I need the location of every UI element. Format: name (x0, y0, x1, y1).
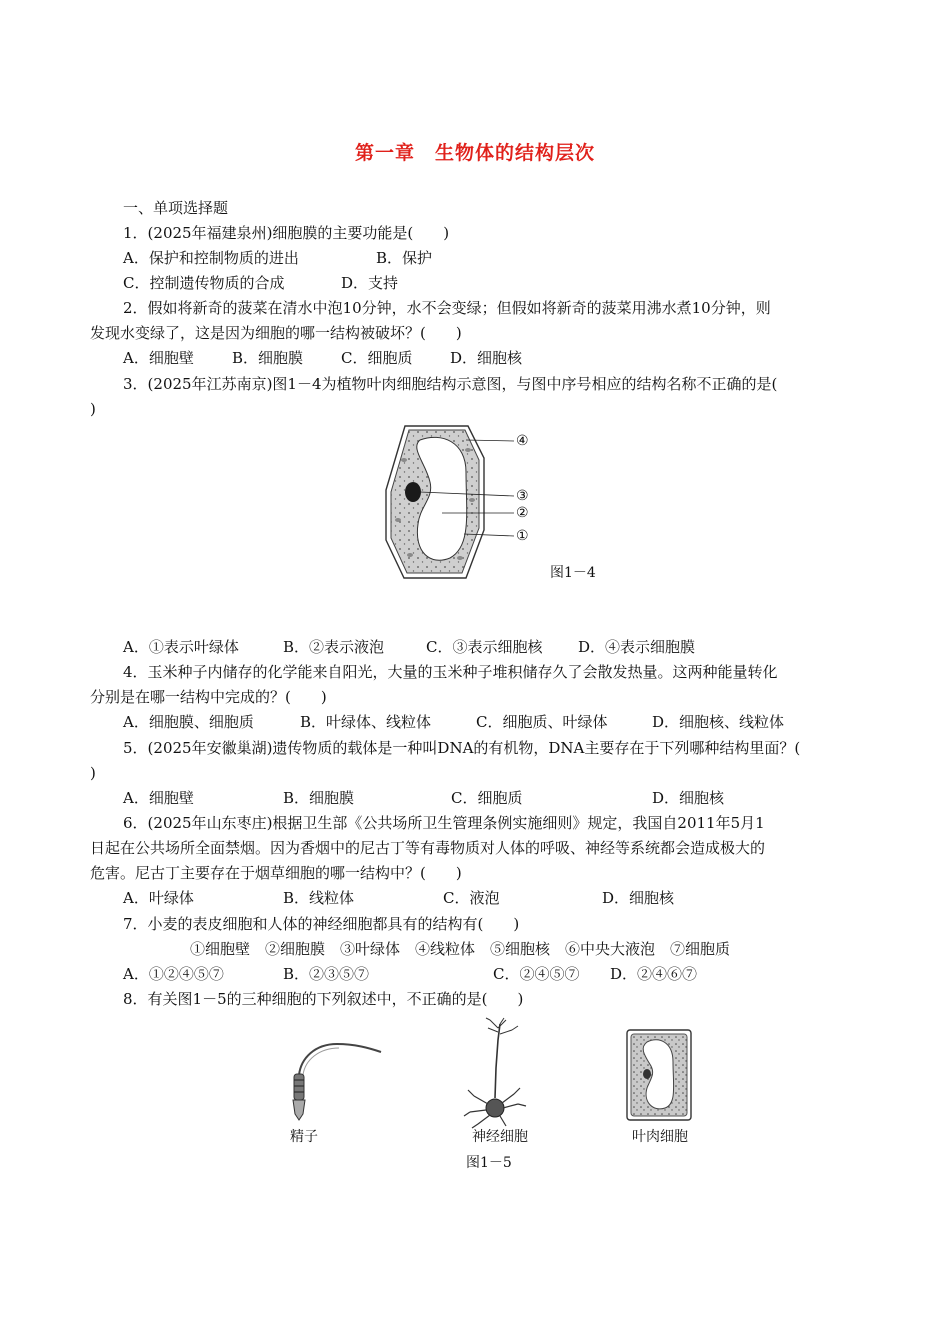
q1-option-c: C．控制遗传物质的合成 (123, 274, 285, 292)
nerve-cell-drawing (460, 1018, 540, 1128)
q3-stem-line1: 3．(2025年江苏南京)图1－4为植物叶肉细胞结构示意图，与图中序号相应的结构名称不正确的是( (123, 375, 778, 393)
q7-option-b: B．②③⑤⑦ (283, 965, 370, 983)
q5-stem-line2: ) (90, 764, 96, 782)
q5-option-c: C．细胞质 (451, 789, 523, 807)
q3-option-c: C．③表示细胞核 (426, 638, 543, 656)
q4-option-b: B．叶绿体、线粒体 (300, 713, 432, 731)
q4-stem-line2: 分别是在哪一结构中完成的？( ) (90, 688, 327, 706)
q6-option-b: B．线粒体 (283, 889, 355, 907)
q4-option-d: D．细胞核、线粒体 (652, 713, 785, 731)
q1-option-a: A．保护和控制物质的进出 (123, 249, 299, 267)
fig1-4-label-2: ② (516, 505, 529, 521)
q2-option-d: D．细胞核 (450, 349, 523, 367)
q2-option-c: C．细胞质 (341, 349, 413, 367)
fig1-4-label-4: ④ (516, 433, 529, 449)
q1-stem: 1．(2025年福建泉州)细胞膜的主要功能是( ) (123, 224, 450, 242)
fig1-5-label-nerve-cell: 神经细胞 (472, 1129, 528, 1145)
q7-option-d: D．②④⑥⑦ (610, 965, 698, 983)
q7-items: ①细胞壁 ②细胞膜 ③叶绿体 ④线粒体 ⑤细胞核 ⑥中央大液泡 ⑦细胞质 (190, 940, 731, 958)
sperm-cell-drawing (285, 1040, 385, 1125)
q5-stem-line1: 5．(2025年安徽巢湖)遗传物质的载体是一种叫DNA的有机物，DNA主要存在于下列哪种结构里面？( (123, 739, 801, 757)
fig1-4-label-3: ③ (516, 488, 529, 504)
q4-option-c: C．细胞质、叶绿体 (476, 713, 608, 731)
section-heading: 一、单项选择题 (123, 199, 229, 217)
fig1-5-label-leaf-cell: 叶肉细胞 (632, 1129, 688, 1145)
q1-option-d: D．支持 (341, 274, 399, 292)
q6-stem-line2: 日起在公共场所全面禁烟。因为香烟中的尼古丁等有毒物质对人体的呼吸、神经等系统都会造成极大的 (90, 839, 766, 857)
page-title: 第一章 生物体的结构层次 (354, 142, 595, 164)
q6-option-a: A．叶绿体 (123, 889, 194, 907)
fig1-4-caption: 图1－4 (550, 565, 596, 581)
q8-stem: 8．有关图1－5的三种细胞的下列叙述中，不正确的是( ) (123, 990, 524, 1008)
q7-option-c: C．②④⑤⑦ (493, 965, 580, 983)
q4-option-a: A．细胞膜、细胞质 (123, 713, 254, 731)
q6-option-d: D．细胞核 (602, 889, 675, 907)
q3-option-d: D．④表示细胞膜 (578, 638, 696, 656)
leaf-mesophyll-cell-drawing (625, 1028, 695, 1123)
q4-stem-line1: 4．玉米种子内储存的化学能来自阳光，大量的玉米种子堆积储存久了会散发热量。这两种能量转化 (123, 663, 778, 681)
q6-stem-line3: 危害。尼古丁主要存在于烟草细胞的哪一结构中？( ) (90, 864, 462, 882)
fig1-5-label-sperm: 精子 (290, 1129, 318, 1145)
q6-option-c: C．液泡 (443, 889, 500, 907)
q5-option-b: B．细胞膜 (283, 789, 355, 807)
q7-stem: 7．小麦的表皮细胞和人体的神经细胞都具有的结构有( ) (123, 915, 520, 933)
q5-option-a: A．细胞壁 (123, 789, 194, 807)
q2-stem-line1: 2．假如将新奇的菠菜在清水中泡10分钟，水不会变绿；但假如将新奇的菠菜用沸水煮10分钟，则 (123, 299, 771, 317)
fig1-5-caption: 图1－5 (466, 1155, 512, 1171)
q3-option-b: B．②表示液泡 (283, 638, 385, 656)
q2-stem-line2: 发现水变绿了，这是因为细胞的哪一结构被破坏？( ) (90, 324, 462, 342)
q3-option-a: A．①表示叶绿体 (123, 638, 239, 656)
q2-option-b: B．细胞膜 (232, 349, 304, 367)
q1-option-b: B．保护 (376, 249, 433, 267)
q5-option-d: D．细胞核 (652, 789, 725, 807)
fig1-4-label-1: ① (516, 528, 529, 544)
q3-stem-line2: ) (90, 400, 96, 418)
q6-stem-line1: 6．(2025年山东枣庄)根据卫生部《公共场所卫生管理条例实施细则》规定，我国自2011年5月1 (123, 814, 765, 832)
q7-option-a: A．①②④⑤⑦ (123, 965, 224, 983)
q2-option-a: A．细胞壁 (123, 349, 194, 367)
